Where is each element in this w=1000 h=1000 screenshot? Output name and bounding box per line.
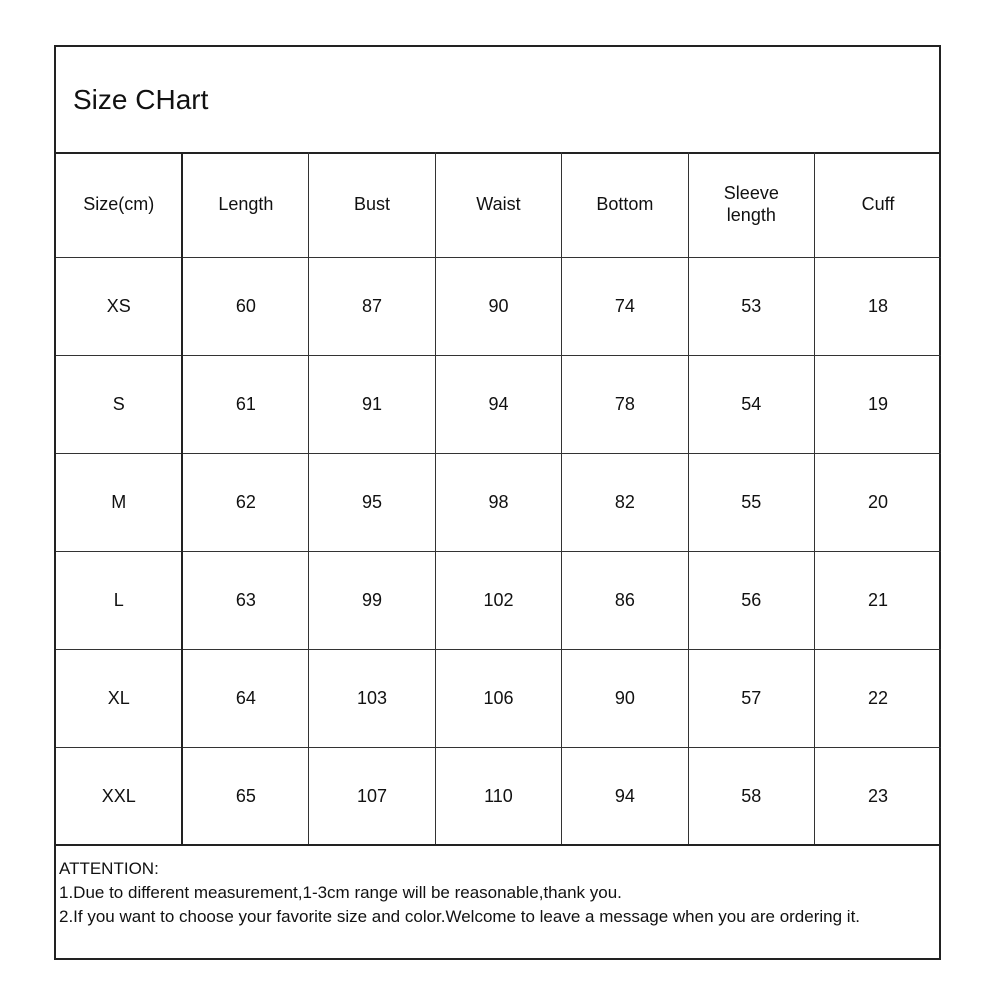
cell-bust: 95: [309, 453, 435, 551]
cell-bust: 103: [309, 649, 435, 747]
attention-note-2: 2.If you want to choose your favorite size and color.Welcome to leave a message when you are ordering it.: [59, 907, 861, 926]
header-bottom: Bottom: [562, 152, 688, 257]
cell-cuff: 23: [815, 747, 941, 845]
cell-bust: 87: [309, 257, 435, 355]
cell-waist: 90: [435, 257, 561, 355]
cell-sleeve-length: 57: [688, 649, 814, 747]
cell-bottom: 74: [562, 257, 688, 355]
cell-sleeve-length: 56: [688, 551, 814, 649]
cell-sleeve-length: 53: [688, 257, 814, 355]
cell-waist: 110: [435, 747, 561, 845]
cell-cuff: 18: [815, 257, 941, 355]
header-size: Size(cm): [56, 152, 182, 257]
cell-size: S: [56, 355, 182, 453]
cell-cuff: 22: [815, 649, 941, 747]
table-row: [56, 649, 941, 747]
cell-size: M: [56, 453, 182, 551]
cell-sleeve-length: 58: [688, 747, 814, 845]
attention-notes: [59, 857, 919, 929]
cell-length: 60: [182, 257, 308, 355]
table-row: [56, 747, 941, 845]
header-waist: Waist: [435, 152, 561, 257]
size-chart-sheet: [54, 45, 941, 960]
cell-size: L: [56, 551, 182, 649]
cell-cuff: 19: [815, 355, 941, 453]
table-row: [56, 551, 941, 649]
cell-waist: 98: [435, 453, 561, 551]
cell-size: XL: [56, 649, 182, 747]
attention-note-1: 1.Due to different measurement,1-3cm range will be reasonable,thank you.: [59, 883, 622, 902]
cell-cuff: 20: [815, 453, 941, 551]
page-title: Size CHart: [73, 84, 209, 115]
cell-length: 65: [182, 747, 308, 845]
table-row: [56, 453, 941, 551]
header-cuff: Cuff: [815, 152, 941, 257]
header-length: Length: [182, 152, 308, 257]
header-bust: Bust: [309, 152, 435, 257]
cell-length: 64: [182, 649, 308, 747]
cell-waist: 106: [435, 649, 561, 747]
cell-sleeve-length: 55: [688, 453, 814, 551]
table-row: [56, 355, 941, 453]
cell-bust: 99: [309, 551, 435, 649]
table-header-row: [56, 152, 941, 257]
cell-length: 63: [182, 551, 308, 649]
size-table: [56, 152, 941, 846]
cell-bust: 91: [309, 355, 435, 453]
cell-bottom: 82: [562, 453, 688, 551]
cell-length: 61: [182, 355, 308, 453]
table-row: [56, 257, 941, 355]
cell-bottom: 94: [562, 747, 688, 845]
attention-heading: ATTENTION:: [59, 859, 159, 878]
cell-sleeve-length: 54: [688, 355, 814, 453]
cell-length: 62: [182, 453, 308, 551]
cell-waist: 94: [435, 355, 561, 453]
cell-bottom: 86: [562, 551, 688, 649]
cell-waist: 102: [435, 551, 561, 649]
title-bar: [56, 47, 939, 154]
header-sleeve-length: Sleeve length: [688, 152, 814, 257]
cell-size: XXL: [56, 747, 182, 845]
cell-bottom: 90: [562, 649, 688, 747]
cell-size: XS: [56, 257, 182, 355]
cell-bust: 107: [309, 747, 435, 845]
cell-cuff: 21: [815, 551, 941, 649]
cell-bottom: 78: [562, 355, 688, 453]
